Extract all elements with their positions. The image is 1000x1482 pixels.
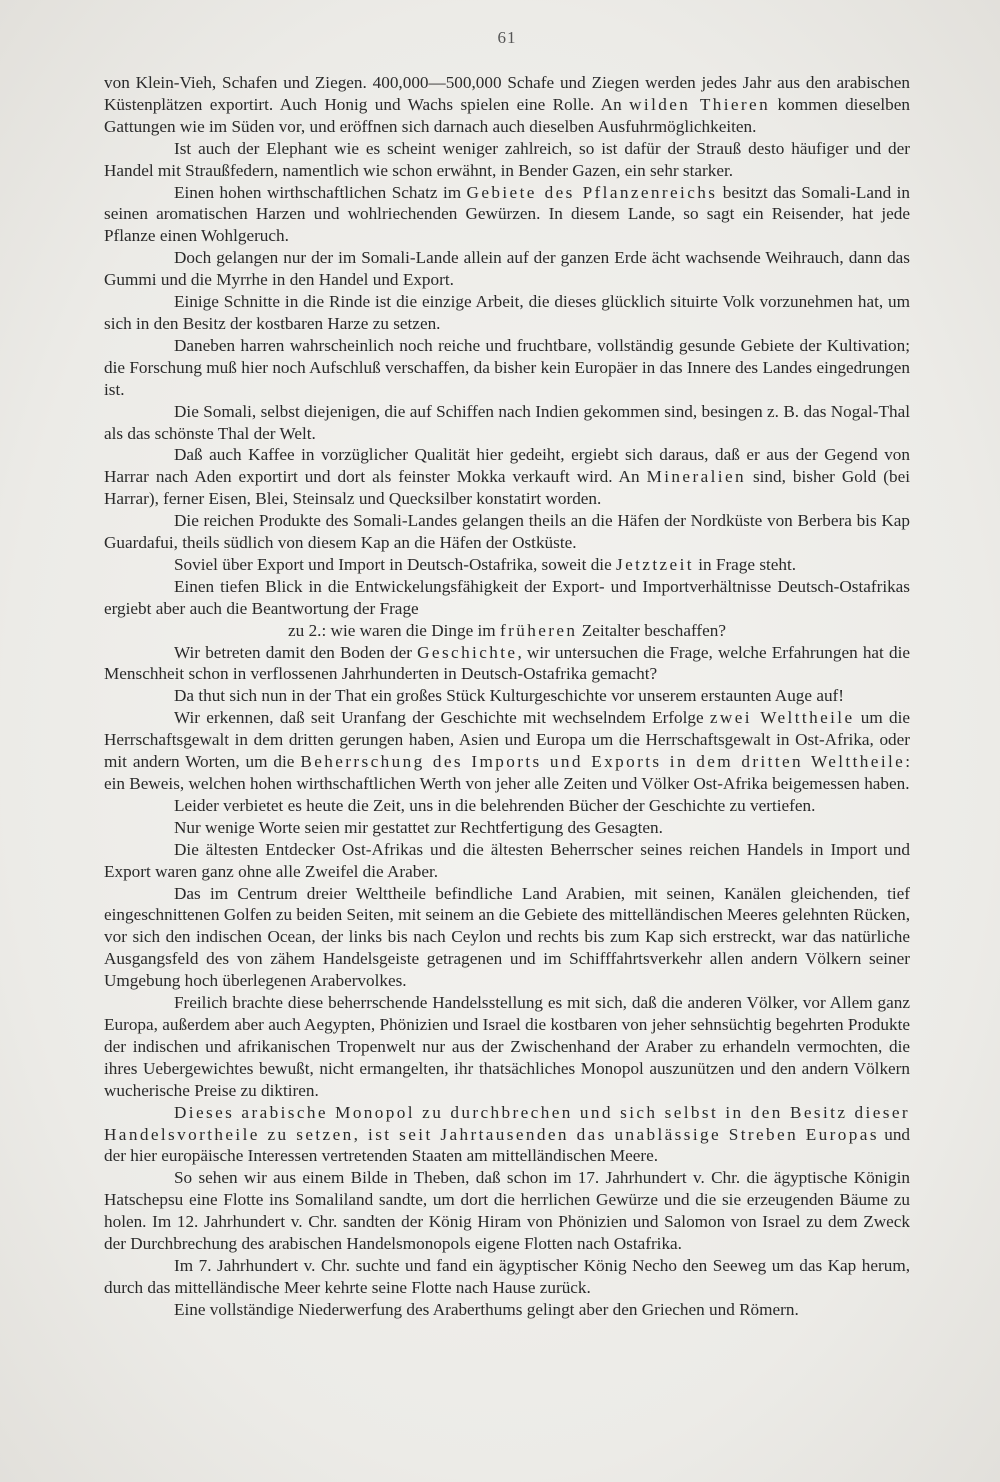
text-run: Wir erkennen, daß seit Uranfang der Geschichte mit wechselndem Erfolge [174, 708, 710, 728]
text-run: Die reichen Produkte des Somali-Landes gelangen theils an die Häfen der Nordküste von Berbera bis Kap Guardafui, theils südlich von diesem Kap an die Häfen der Ostküste. [104, 511, 910, 553]
paragraph [104, 685, 910, 707]
paragraph [104, 620, 910, 642]
paragraph [104, 707, 910, 795]
text-run: Wir betreten damit den Boden der [174, 642, 418, 662]
text-run: Ist auch der Elephant wie es scheint weniger zahlreich, so ist dafür der Strauß desto häufiger und der Handel mit Straußfedern, namentlich wie schon erwähnt, in Bender Gazen, ein sehr starker. [104, 138, 910, 180]
emphasized-text: früheren [499, 620, 578, 640]
paragraph [104, 839, 910, 883]
text-run: von Klein-Vieh, Schafen und Ziegen. 400,000—500,000 Schafe und Ziegen werden jedes Jahr aus den arabischen Küstenplätzen exportirt. Auch Honig und Wachs spielen eine Rolle. An [104, 73, 910, 114]
paragraph [104, 1299, 910, 1321]
text-run: kommen dieselben Gattungen wie im Süden vor, und eröffnen sich darnach auch dieselben Ausfuhrmöglichkeiten. [104, 94, 910, 136]
paragraph [104, 291, 910, 335]
paragraph [104, 642, 910, 686]
text-run: Einige Schnitte in die Rinde ist die einzige Arbeit, die dieses glücklich situirte Volk vorzunehmen hat, um sich in den Besitz der kostbaren Harze zu setzen. [104, 292, 910, 333]
emphasized-text: zwei Welttheile [709, 708, 855, 728]
paragraph [104, 576, 910, 620]
paragraph [104, 554, 910, 576]
text-run: um die Herrschaftsgewalt in dem dritten gerungen haben, Asien und Europa um die Herrschaftsgewalt in Ost-Afrika, oder mit andern Worten, um die [104, 708, 910, 772]
paragraph [104, 335, 910, 401]
paragraph [104, 992, 910, 1102]
paragraph [104, 1255, 910, 1299]
emphasized-text: Jetztzeit [616, 554, 694, 574]
paragraph [104, 883, 910, 993]
emphasized-text: Geschichte [417, 642, 518, 662]
paragraph [104, 510, 910, 554]
text-run: Freilich brachte diese beherrschende Handelsstellung es mit sich, daß die anderen Völker, vor Allem ganz Europa, außerdem aber auch Aegypten, Phönizien und Israel die kostbaren von jeher sehnsüchtig begehrten Produkte der indischen und afrikanischen Tropenwelt nur aus der Zwischenhand der Araber zu erhandeln vermochten, die ihres Uebergewichtes bewußt, nicht ermangelten, ihr thatsächliches Monopol auszunützen und den andern Völkern wucherische Preise zu diktiren. [104, 993, 910, 1100]
text-run: in Frage steht. [693, 554, 797, 574]
emphasized-text: Beherrschung des Imports und Exports in dem dritten Welttheile [300, 752, 906, 772]
paragraph [104, 1167, 910, 1255]
text-run: Zeitalter beschaffen? [577, 620, 726, 640]
paragraph [104, 247, 910, 291]
text-run: sind, bisher Gold (bei Harrar), ferner Eisen, Blei, Steinsalz und Quecksilber konstatirt worden. [104, 467, 910, 509]
text-run: , wir untersuchen die Frage, welche Erfahrungen hat die Menschheit schon in verflossenen Jahrhunderten in Deutsch-Ostafrika gemacht? [104, 642, 910, 684]
text-run: Da thut sich nun in der That ein großes Stück Kulturgeschichte vor unserem erstaunten Auge auf! [174, 686, 844, 706]
emphasized-text: Mineralien [646, 467, 746, 487]
text-run: : ein Beweis, welchen hohen wirthschaftlichen Werth von jeher alle Zeiten und Völker Ost-Afrika beigemessen haben. [104, 752, 910, 793]
text-run: Daneben harren wahrscheinlich noch reiche und fruchtbare, vollständig gesunde Gebiete der Kultivation; die Forschung muß hier noch Aufschluß verschaffen, da bisher kein Europäer in das Innere des Landes eingedrungen ist. [104, 335, 910, 399]
paragraph [104, 138, 910, 182]
text-run: und der hier europäische Interessen vertretenden Staaten am mittelländischen Meere. [104, 1124, 911, 1166]
text-run: zu 2.: wie waren die Dinge im [288, 620, 500, 640]
paragraph [104, 401, 910, 445]
emphasized-text: wilden Thieren [629, 94, 771, 114]
text-run: besitzt das Somali-Land in seinen aromatischen Harzen und wohlriechenden Gewürzen. In diesem Lande, so sagt ein Reisender, hat jede Pflanze einen Wohlgeruch. [104, 182, 910, 246]
page-number: 61 [497, 28, 517, 47]
text-run: Soviel über Export und Import in Deutsch-Ostafrika, soweit die [174, 554, 617, 574]
text-run: Im 7. Jahrhundert v. Chr. suchte und fand ein ägyptischer König Necho den Seeweg um das Kap herum, durch das mittelländische Meer kehrte seine Flotte nach Hause zurück. [104, 1255, 910, 1297]
text-run: Die ältesten Entdecker Ost-Afrikas und die ältesten Beherrscher seines reichen Handels in Import und Export waren ganz ohne alle Zweifel die Araber. [104, 839, 910, 881]
text-run: Eine vollständige Niederwerfung des Araberthums gelingt aber den Griechen und Römern. [174, 1299, 799, 1319]
text-run: Das im Centrum dreier Welttheile befindliche Land Arabien, mit seinen, Kanälen gleichenden, tief eingeschnittenen Golfen zu beiden Seiten, mit seinem an die Gebiete des mittelländischen Meeres gelehnten Rücken, vor sich den indischen Ocean, der links bis nach Ceylon und rechts bis zum Kap sich erstreckt, war das natürliche Ausgangsfeld des von zähem Handelsgeiste getragenen und im Schifffahrtsverkehr allen andern Völkern seiner Umgebung hoch überlegenen Arabervolkes. [104, 883, 910, 991]
text-run: Einen hohen wirthschaftlichen Schatz im [174, 182, 467, 202]
paragraph [104, 1102, 910, 1168]
text-run: Doch gelangen nur der im Somali-Lande allein auf der ganzen Erde ächt wachsende Weihrauch, dann das Gummi und die Myrrhe in den Handel und Export. [104, 248, 910, 290]
text-run: Nur wenige Worte seien mir gestattet zur Rechtfertigung des Gesagten. [174, 817, 663, 837]
paragraph [104, 795, 910, 817]
text-run: Einen tiefen Blick in die Entwickelungsfähigkeit der Export- und Importverhältnisse Deutsch-Ostafrikas ergiebt aber auch die Beantwortung der Frage [104, 576, 910, 618]
paragraph [104, 72, 910, 138]
paragraph [104, 817, 910, 839]
text-run: Die Somali, selbst diejenigen, die auf Schiffen nach Indien gekommen sind, besingen z. B. das Nogal-Thal als das schönste Thal der Welt. [104, 401, 910, 443]
paragraph [104, 444, 910, 510]
body-text [104, 72, 910, 1321]
emphasized-text: Gebiete des Pflanzenreichs [466, 182, 718, 202]
text-run: Leider verbietet es heute die Zeit, uns in die belehrenden Bücher der Geschichte zu vertiefen. [174, 795, 816, 815]
paragraph [104, 182, 910, 248]
text-run: So sehen wir aus einem Bilde in Theben, daß schon im 17. Jahrhundert v. Chr. die ägyptische Königin Hatschepsu eine Flotte ins Somaliland sandte, um dort die herrlichen Gewürze und die sie erzeugenden Bäume zu holen. Im 12. Jahrhundert v. Chr. sandten der König Hiram von Phönizien und Salomon von Israel zu dem Zweck der Durchbrechung des arabischen Handelsmonopols eigene Flotten nach Ostafrika. [104, 1168, 910, 1254]
emphasized-text: Dieses arabische Monopol zu durchbrechen und sich selbst in den Besitz dieser Handelsvortheile zu setzen, ist seit Jahrtausenden das unablässige Streben Europas [104, 1102, 910, 1144]
text-run: Daß auch Kaffee in vorzüglicher Qualität hier gedeiht, ergiebt sich daraus, daß er aus der Gegend von Harrar nach Aden exportirt und dort als feinster Mokka verkauft wird. An [104, 445, 910, 487]
